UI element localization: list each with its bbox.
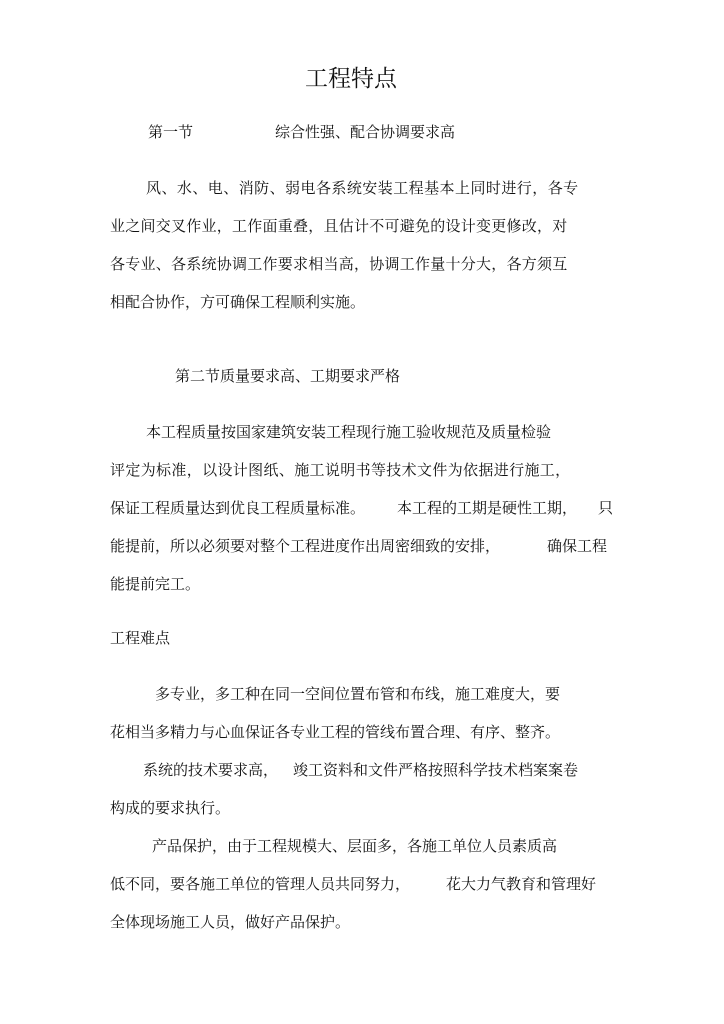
difficulties-line: 全体现场施工人员，做好产品保护。 xyxy=(110,913,351,931)
section2-line: 本工程的工期是硬性工期， xyxy=(397,499,578,517)
section2-line: 确保工程 xyxy=(547,537,608,555)
difficulties-line: 多专业，多工种在同一空间位置布管和布线，施工难度大，要 xyxy=(155,685,561,703)
section2-line: 只 xyxy=(598,499,614,517)
difficulties-heading: 工程难点 xyxy=(110,629,171,647)
difficulties-line: 低不同，要各施工单位的管理人员共同努力， xyxy=(110,875,411,893)
section2-line: 保证工程质量达到优良工程质量标准。 xyxy=(110,499,366,517)
difficulties-line: 系统的技术要求高， xyxy=(143,761,279,779)
section1-label: 第一节 xyxy=(148,123,194,141)
section1-line: 各专业、各系统协调工作要求相当高，协调工作量十分大，各方须互 xyxy=(110,255,568,273)
section2-line: 评定为标准，以设计图纸、施工说明书等技术文件为依据进行施工， xyxy=(110,461,571,479)
section2-line: 本工程质量按国家建筑安装工程现行施工验收规范及质量检验 xyxy=(146,423,552,441)
difficulties-line: 构成的要求执行。 xyxy=(110,799,231,817)
difficulties-line: 花大力气教育和管理好 xyxy=(446,875,597,893)
section2-line: 能提前完工。 xyxy=(110,575,201,593)
section1-line: 风、水、电、消防、弱电各系统安装工程基本上同时进行，各专 xyxy=(146,179,579,197)
difficulties-line: 产品保护，由于工程规模大、层面多，各施工单位人员素质高 xyxy=(152,837,558,855)
difficulties-line: 花相当多精力与心血保证各专业工程的管线布置合理、有序、整齐。 xyxy=(110,723,561,741)
section1-heading: 综合性强、配合协调要求高 xyxy=(275,123,456,141)
section1-line: 相配合协作，方可确保工程顺利实施。 xyxy=(110,293,366,311)
section2-heading: 第二节质量要求高、工期要求严格 xyxy=(175,367,401,385)
document-title: 工程特点 xyxy=(305,66,397,92)
section1-line: 业之间交叉作业，工作面重叠，且估计不可避免的设计变更修改，对 xyxy=(110,217,568,235)
difficulties-line: 竣工资料和文件严格按照科学技术档案案卷 xyxy=(293,761,579,779)
section2-line: 能提前，所以必须要对整个工程进度作出周密细致的安排， xyxy=(110,537,501,555)
